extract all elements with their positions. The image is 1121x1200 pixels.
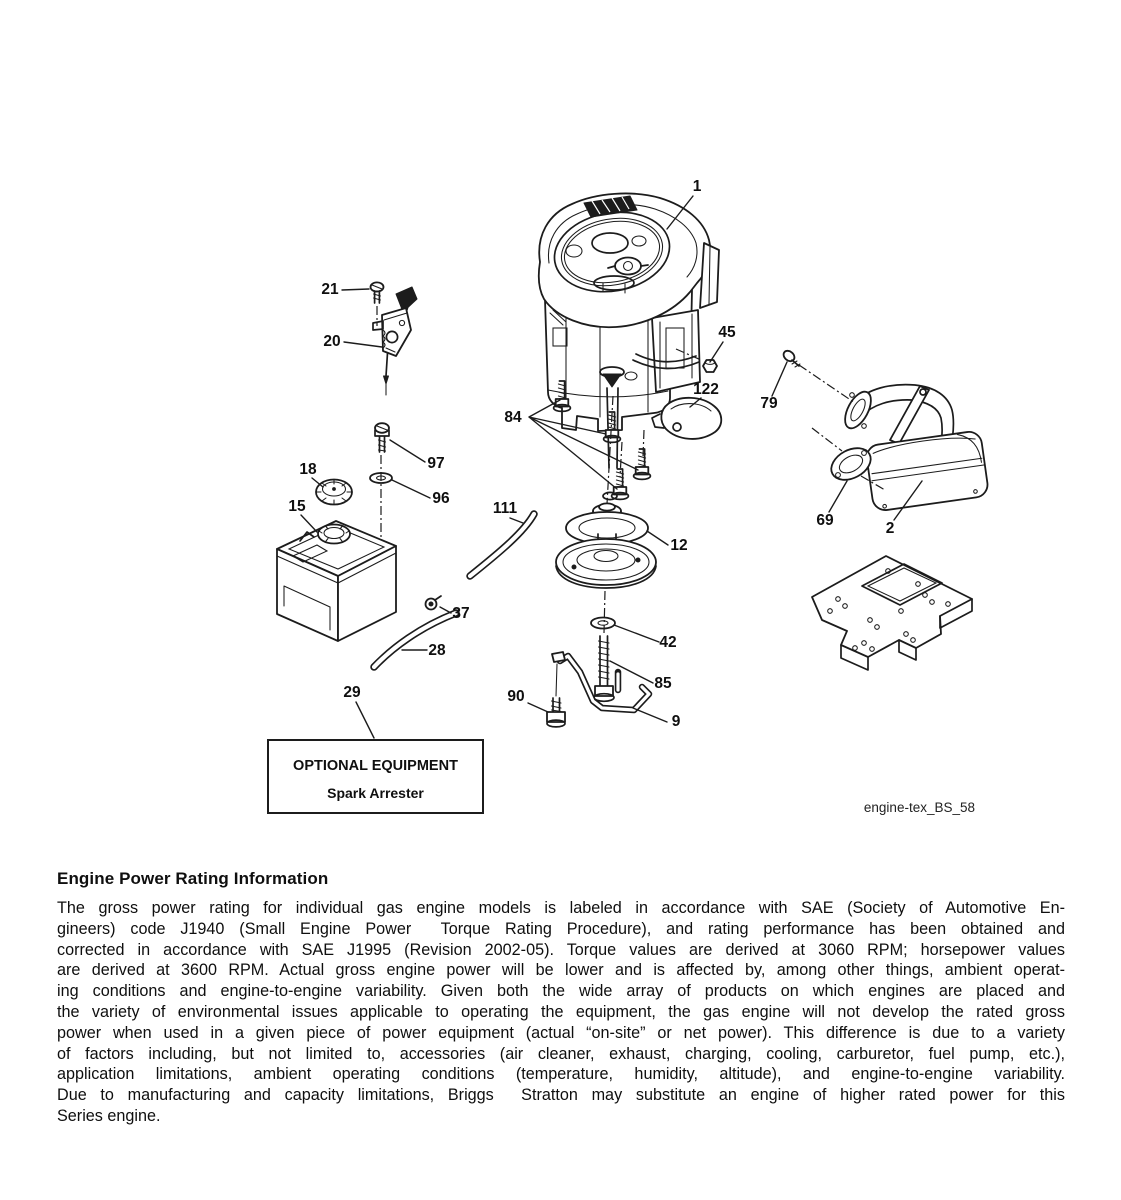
paragraph-line: gineers) code J1940 (Small Engine Power Torque Rating Procedure), and rating performance has been obtained and <box>57 919 1065 938</box>
callout-85: 85 <box>654 675 672 692</box>
screw-21 <box>371 282 384 303</box>
engine-power-rating-section <box>57 869 1065 1127</box>
throttle-control <box>371 282 418 395</box>
muffler-assembly <box>782 349 990 512</box>
paragraph-line: application limitations, ambient operating conditions (temperature, humidity, altitude), and engine-to-engine variability. <box>57 1065 1065 1084</box>
callout-111: 111 <box>492 500 518 517</box>
callout-15: 15 <box>288 498 306 515</box>
section-heading: Engine Power Rating Information <box>57 869 329 888</box>
section-body <box>57 898 1065 1127</box>
callout-12: 12 <box>670 537 688 554</box>
optional-equipment-box <box>268 740 483 813</box>
callout-28: 28 <box>428 642 446 659</box>
callout-1: 1 <box>692 178 702 195</box>
fuel-tank <box>277 521 396 641</box>
engine-assembly <box>539 193 719 499</box>
paragraph-line: of factors including, but not limited to, accessories (air cleaner, exhaust, charging, cooling, carburetor, fuel pump, etc.), <box>57 1044 1065 1063</box>
exhaust-flange <box>840 388 876 433</box>
engine-pulley <box>556 503 656 701</box>
fuel-hoses <box>374 514 534 667</box>
callout-45: 45 <box>718 324 736 341</box>
muffler-bracket-strap <box>890 386 929 444</box>
exhaust-gasket-69 <box>826 442 876 486</box>
callout-122: 122 <box>693 381 719 398</box>
callout-21: 21 <box>321 281 339 298</box>
callout-96: 96 <box>432 490 450 507</box>
callout-84: 84 <box>504 409 522 426</box>
optional-equipment-subtitle: Spark Arrester <box>327 785 424 801</box>
bolt-90 <box>547 698 565 727</box>
callout-90: 90 <box>507 688 525 705</box>
figure-code: engine-tex_BS_58 <box>863 800 975 815</box>
paragraph-line: corrected in accordance with SAE J1995 (Revision 2002-05). Torque values are derived at 3060 RPM; horsepower values <box>57 940 1065 959</box>
paragraph-line: ing conditions and engine-to-engine variability. Given both the wide array of products on which engines are placed and <box>57 982 1065 1001</box>
mounting-plate <box>812 556 972 670</box>
callout-20: 20 <box>323 333 341 350</box>
optional-equipment-title: OPTIONAL EQUIPMENT <box>293 758 458 774</box>
paragraph-line: The gross power rating for individual gas engine models is labeled in accordance with SAE (Society of Automotive En- <box>57 899 1065 917</box>
lower-pulley <box>556 539 656 588</box>
bolt-79 <box>782 349 800 367</box>
fuel-cap-18 <box>316 480 352 505</box>
callout-42: 42 <box>659 634 677 651</box>
callout-69: 69 <box>816 512 834 529</box>
callout-29: 29 <box>343 684 361 701</box>
callout-79: 79 <box>760 395 778 412</box>
callout-9: 9 <box>671 713 681 730</box>
callout-2: 2 <box>885 520 895 537</box>
bolt-85 <box>594 636 614 701</box>
paragraph-line: are derived at 3600 RPM. Actual gross engine power will be lower and is affected by, among other things, ambient operat- <box>57 961 1065 980</box>
fuel-tank-group <box>277 423 396 641</box>
paragraph-line: Due to manufacturing and capacity limitations, Briggs Stratton may substitute an engine of higher rated power for this <box>57 1086 1065 1105</box>
filler-neck <box>318 525 350 544</box>
bolt-90-axis <box>556 664 557 696</box>
paragraph-line: the variety of environmental issues applicable to operating the equipment, the gas engine will not develop the rated gross <box>57 1002 1065 1021</box>
callout-97: 97 <box>427 455 445 472</box>
paragraph-line: power when used in a given piece of power equipment (actual “on-site” or net power). This difference is due to a variety <box>57 1023 1065 1042</box>
callout-18: 18 <box>299 461 317 478</box>
muffler-body <box>865 430 989 512</box>
callout-37: 37 <box>452 605 470 622</box>
paragraph-line: Series engine. <box>57 1106 161 1125</box>
screw-97 <box>375 423 389 452</box>
hose-clamp-37 <box>426 596 442 610</box>
washer-42 <box>591 618 615 629</box>
